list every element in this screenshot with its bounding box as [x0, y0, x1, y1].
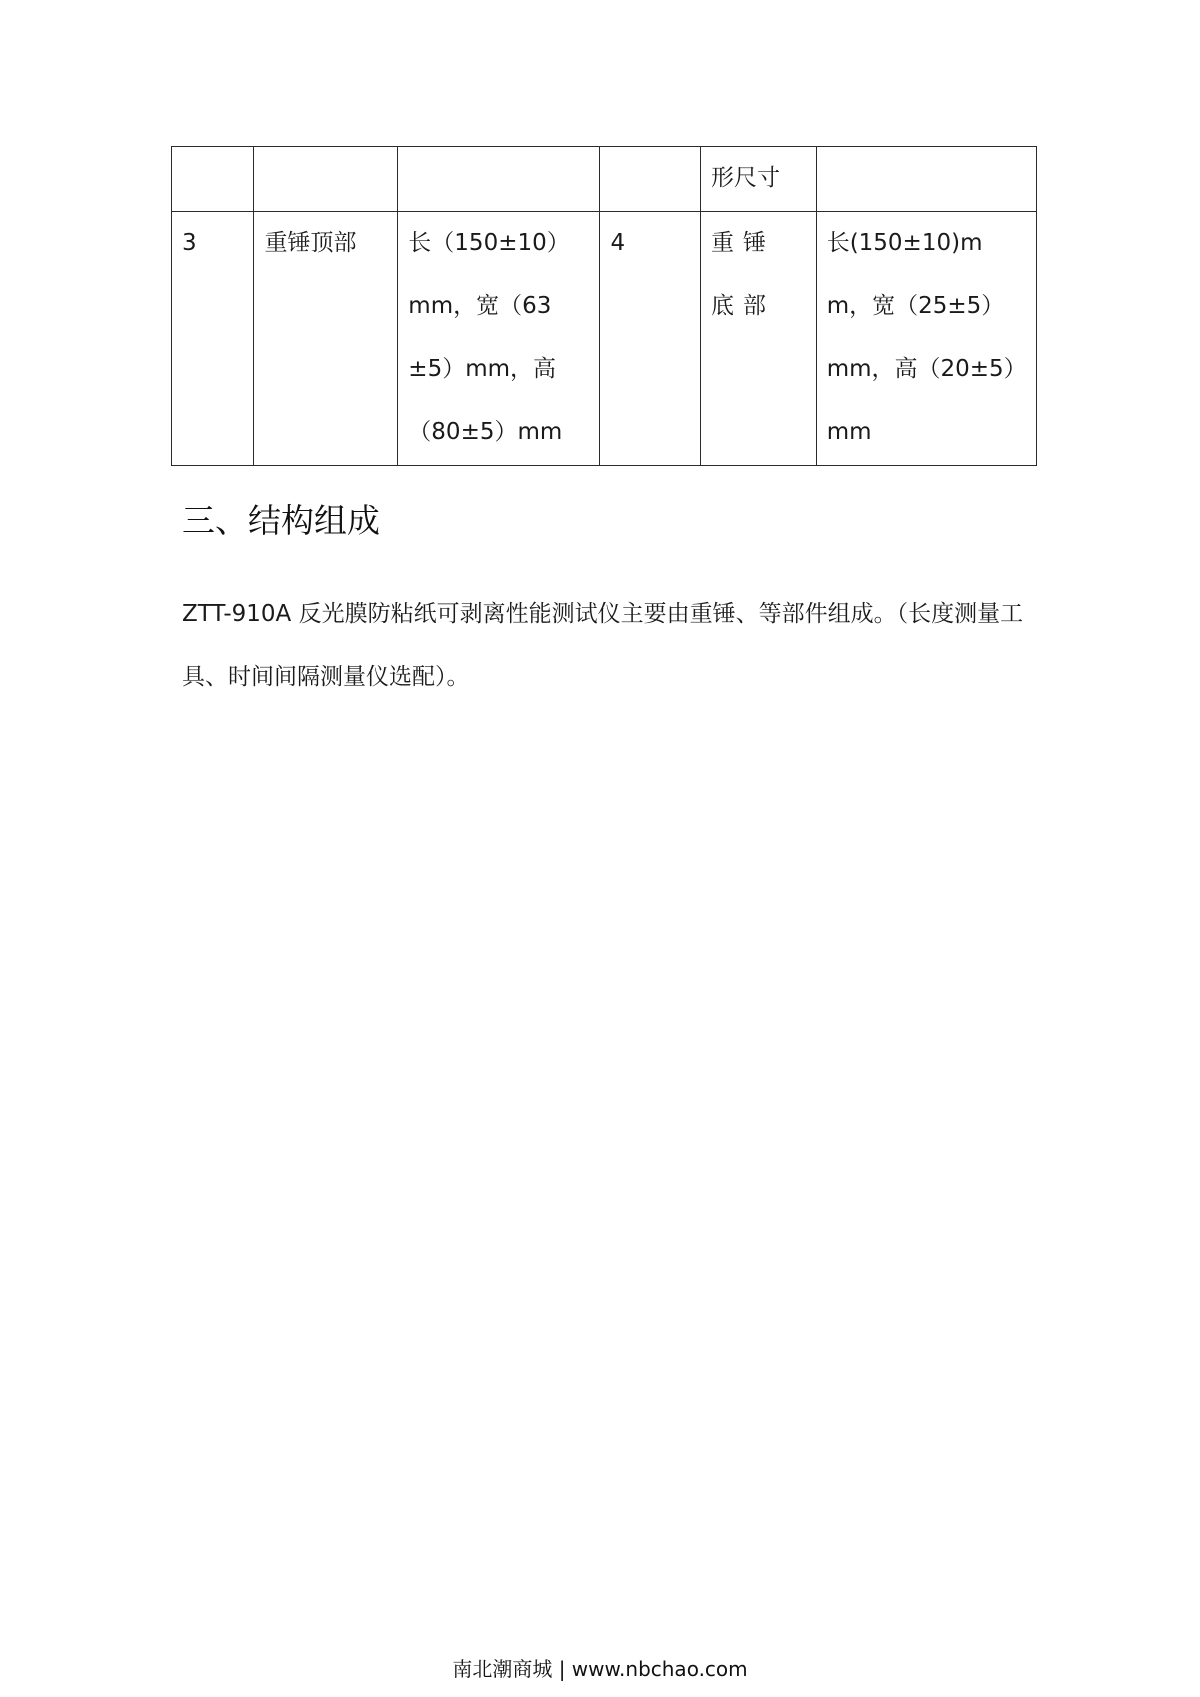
spec-table	[171, 146, 1037, 466]
section-paragraph: ZTT-910A 反光膜防粘纸可剥离性能测试仪主要由重锤、等部件组成。（长度测量工具、时间间隔测量仪选配）。	[182, 601, 1024, 690]
table-cell	[398, 147, 600, 212]
table-cell	[172, 147, 254, 212]
item-name-cell: 重锤顶部	[254, 212, 398, 466]
item-number-cell: 4	[600, 212, 701, 466]
section-heading: 三、结构组成	[182, 501, 380, 540]
table-cell	[600, 147, 701, 212]
item-number-cell: 3	[172, 212, 254, 466]
page-footer: 南北潮商城 | www.nbchao.com	[452, 1657, 748, 1681]
table-cell: 形尺寸	[701, 147, 817, 212]
item-dimension-cell: 长（150±10）mm，宽（63±5）mm，高（80±5）mm	[398, 212, 600, 466]
table-row	[172, 147, 1037, 212]
table-row	[172, 212, 1037, 466]
table-cell	[254, 147, 398, 212]
table-cell	[816, 147, 1036, 212]
item-dimension-cell: 长(150±10)mm，宽（25±5）mm，高（20±5）mm	[816, 212, 1036, 466]
item-name-cell: 重锤底部	[701, 212, 817, 466]
